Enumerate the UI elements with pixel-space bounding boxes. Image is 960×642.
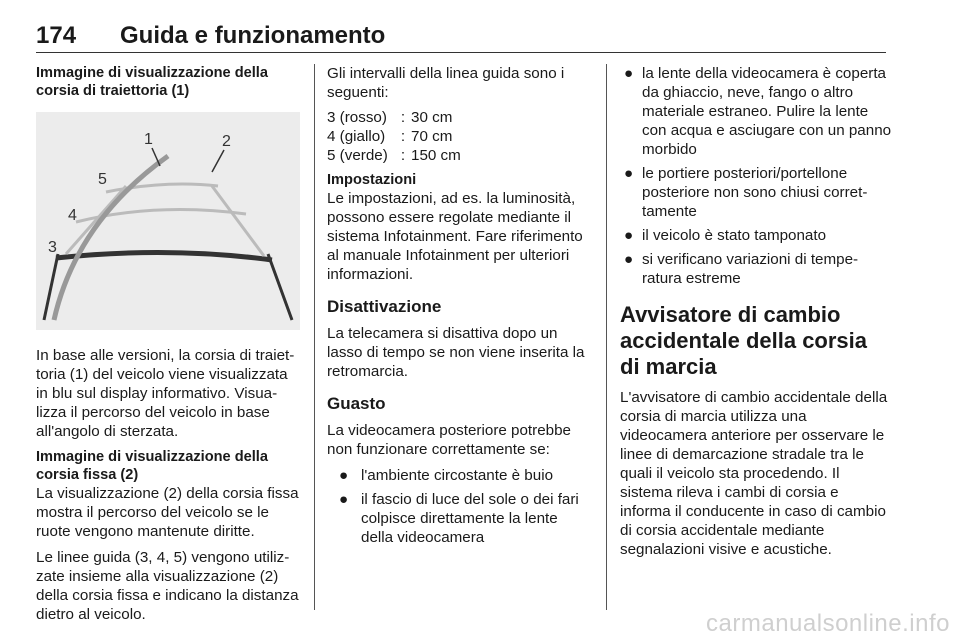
- paragraph-guidelines: Le linee guida (3, 4, 5) vengono utilizzate insieme alla visualizzazione (2) della corsia fissa e indicano la distanza dietro al veicolo.: [36, 549, 299, 623]
- label-4: 4: [68, 207, 77, 224]
- paragraph-trajectory: In base alle versioni, la corsia di traiettoria (1) del veicolo viene visualizzata in blu sul display informativo. Visualizza il percorso del veicolo in base all'angolo di sterzata.: [36, 347, 295, 440]
- guideline-diagram: [36, 112, 300, 330]
- interval-sep: :: [400, 147, 406, 164]
- bullet-icon: ●: [339, 467, 349, 484]
- list-item: ● l'ambiente circostante è buio: [339, 467, 554, 484]
- bullet-icon: ●: [624, 251, 634, 268]
- list-item: ● si verificano variazioni di temperatura estreme: [624, 251, 859, 287]
- interval-label: 3 (rosso): [327, 109, 387, 126]
- label-3: 3: [48, 239, 57, 256]
- paragraph-disattivazione: La telecamera si disattiva dopo un lasso di tempo se non viene inserita la retromarcia.: [327, 325, 585, 380]
- heading-trajectory-lane: Immagine di visualizzazione della corsia di traiettoria (1): [36, 65, 268, 99]
- table-row: [327, 108, 461, 127]
- bullet-icon: ●: [624, 165, 634, 182]
- interval-label: 5 (verde): [327, 147, 388, 164]
- paragraph-lane-departure: L'avvisatore di cambio accidentale della corsia di marcia utilizza una videocamera anteriore per osservare le linee di demarcazione stradale tra le quali il veicolo sta procedendo. Il sistema rileva i cambi di corsia e informa il conducente in caso di cambio di corsia accidentale mediante segnalazioni visive e acustiche.: [620, 389, 888, 558]
- header-divider: [36, 52, 886, 53]
- guasto-list: [327, 466, 593, 547]
- fixed-lane-right: [212, 186, 264, 256]
- bullet-icon: ●: [339, 491, 349, 508]
- paragraph-guasto: La videocamera posteriore potrebbe non funzionare correttamente se:: [327, 422, 571, 458]
- interval-value: 70 cm: [411, 128, 453, 145]
- interval-sep: :: [400, 109, 406, 126]
- column-divider-2: [606, 64, 607, 610]
- page-title: Guida e funzionamento: [120, 22, 386, 49]
- camera-guideline-figure: [36, 112, 300, 330]
- heading-impostazioni: Impostazioni: [327, 172, 417, 188]
- column-1: [36, 64, 300, 631]
- page-number: 174: [36, 22, 77, 49]
- table-row: [327, 146, 461, 165]
- bullet-icon: ●: [624, 65, 634, 82]
- page-header: [36, 22, 886, 52]
- heading-guasto: Guasto: [327, 394, 386, 413]
- list-item: ● il veicolo è stato tamponato: [624, 227, 827, 244]
- column-2: [327, 64, 593, 553]
- list-item: ● le portiere posteriori/portellone posteriore non sono chiusi correttamente: [624, 165, 868, 220]
- heading-fixed-lane: Immagine di visualizzazione della corsia fissa (2): [36, 449, 268, 483]
- label-1: 1: [144, 131, 153, 148]
- guasto-list-continued: [620, 64, 892, 288]
- interval-value: 150 cm: [411, 147, 461, 164]
- list-item: ● il fascio di luce del sole o dei fari colpisce direttamente la lente della videocamera: [339, 491, 579, 546]
- paragraph-impostazioni: Le impostazioni, ad es. la luminosità, possono essere regolate mediante il sistema Infotainment. Fare riferimento al manuale Infotainment per ulteriori informazioni.: [327, 190, 583, 283]
- interval-label: 4 (giallo): [327, 128, 386, 145]
- column-3: [620, 64, 892, 566]
- paragraph-intervals-intro: Gli intervalli della linea guida sono i seguenti:: [327, 65, 565, 101]
- interval-value: 30 cm: [411, 109, 453, 126]
- leader-line-2: [212, 150, 224, 172]
- heading-lane-departure: Avvisatore di cambio accidentale della corsia di marcia: [620, 302, 868, 379]
- column-divider-1: [314, 64, 315, 610]
- intervals-table: [327, 108, 461, 165]
- bullet-icon: ●: [624, 227, 634, 244]
- label-2: 2: [222, 133, 231, 150]
- table-row: [327, 127, 461, 146]
- guideline-3: [56, 252, 272, 260]
- heading-disattivazione: Disattivazione: [327, 297, 442, 316]
- interval-sep: :: [400, 128, 406, 145]
- paragraph-fixed-lane: La visualizzazione (2) della corsia fissa mostra il percorso del veicolo se le ruote vengono mantenute diritte.: [36, 485, 299, 540]
- lane-right-outer: [268, 254, 292, 320]
- label-5: 5: [98, 171, 107, 188]
- trajectory-lane-left: [54, 156, 168, 320]
- list-item: ● la lente della videocamera è coperta da ghiaccio, neve, fango o altro materiale estraneo. Pulire la lente con acqua e asciugare con un panno morbido: [624, 65, 892, 158]
- watermark: carmanualsonline.info: [706, 610, 950, 637]
